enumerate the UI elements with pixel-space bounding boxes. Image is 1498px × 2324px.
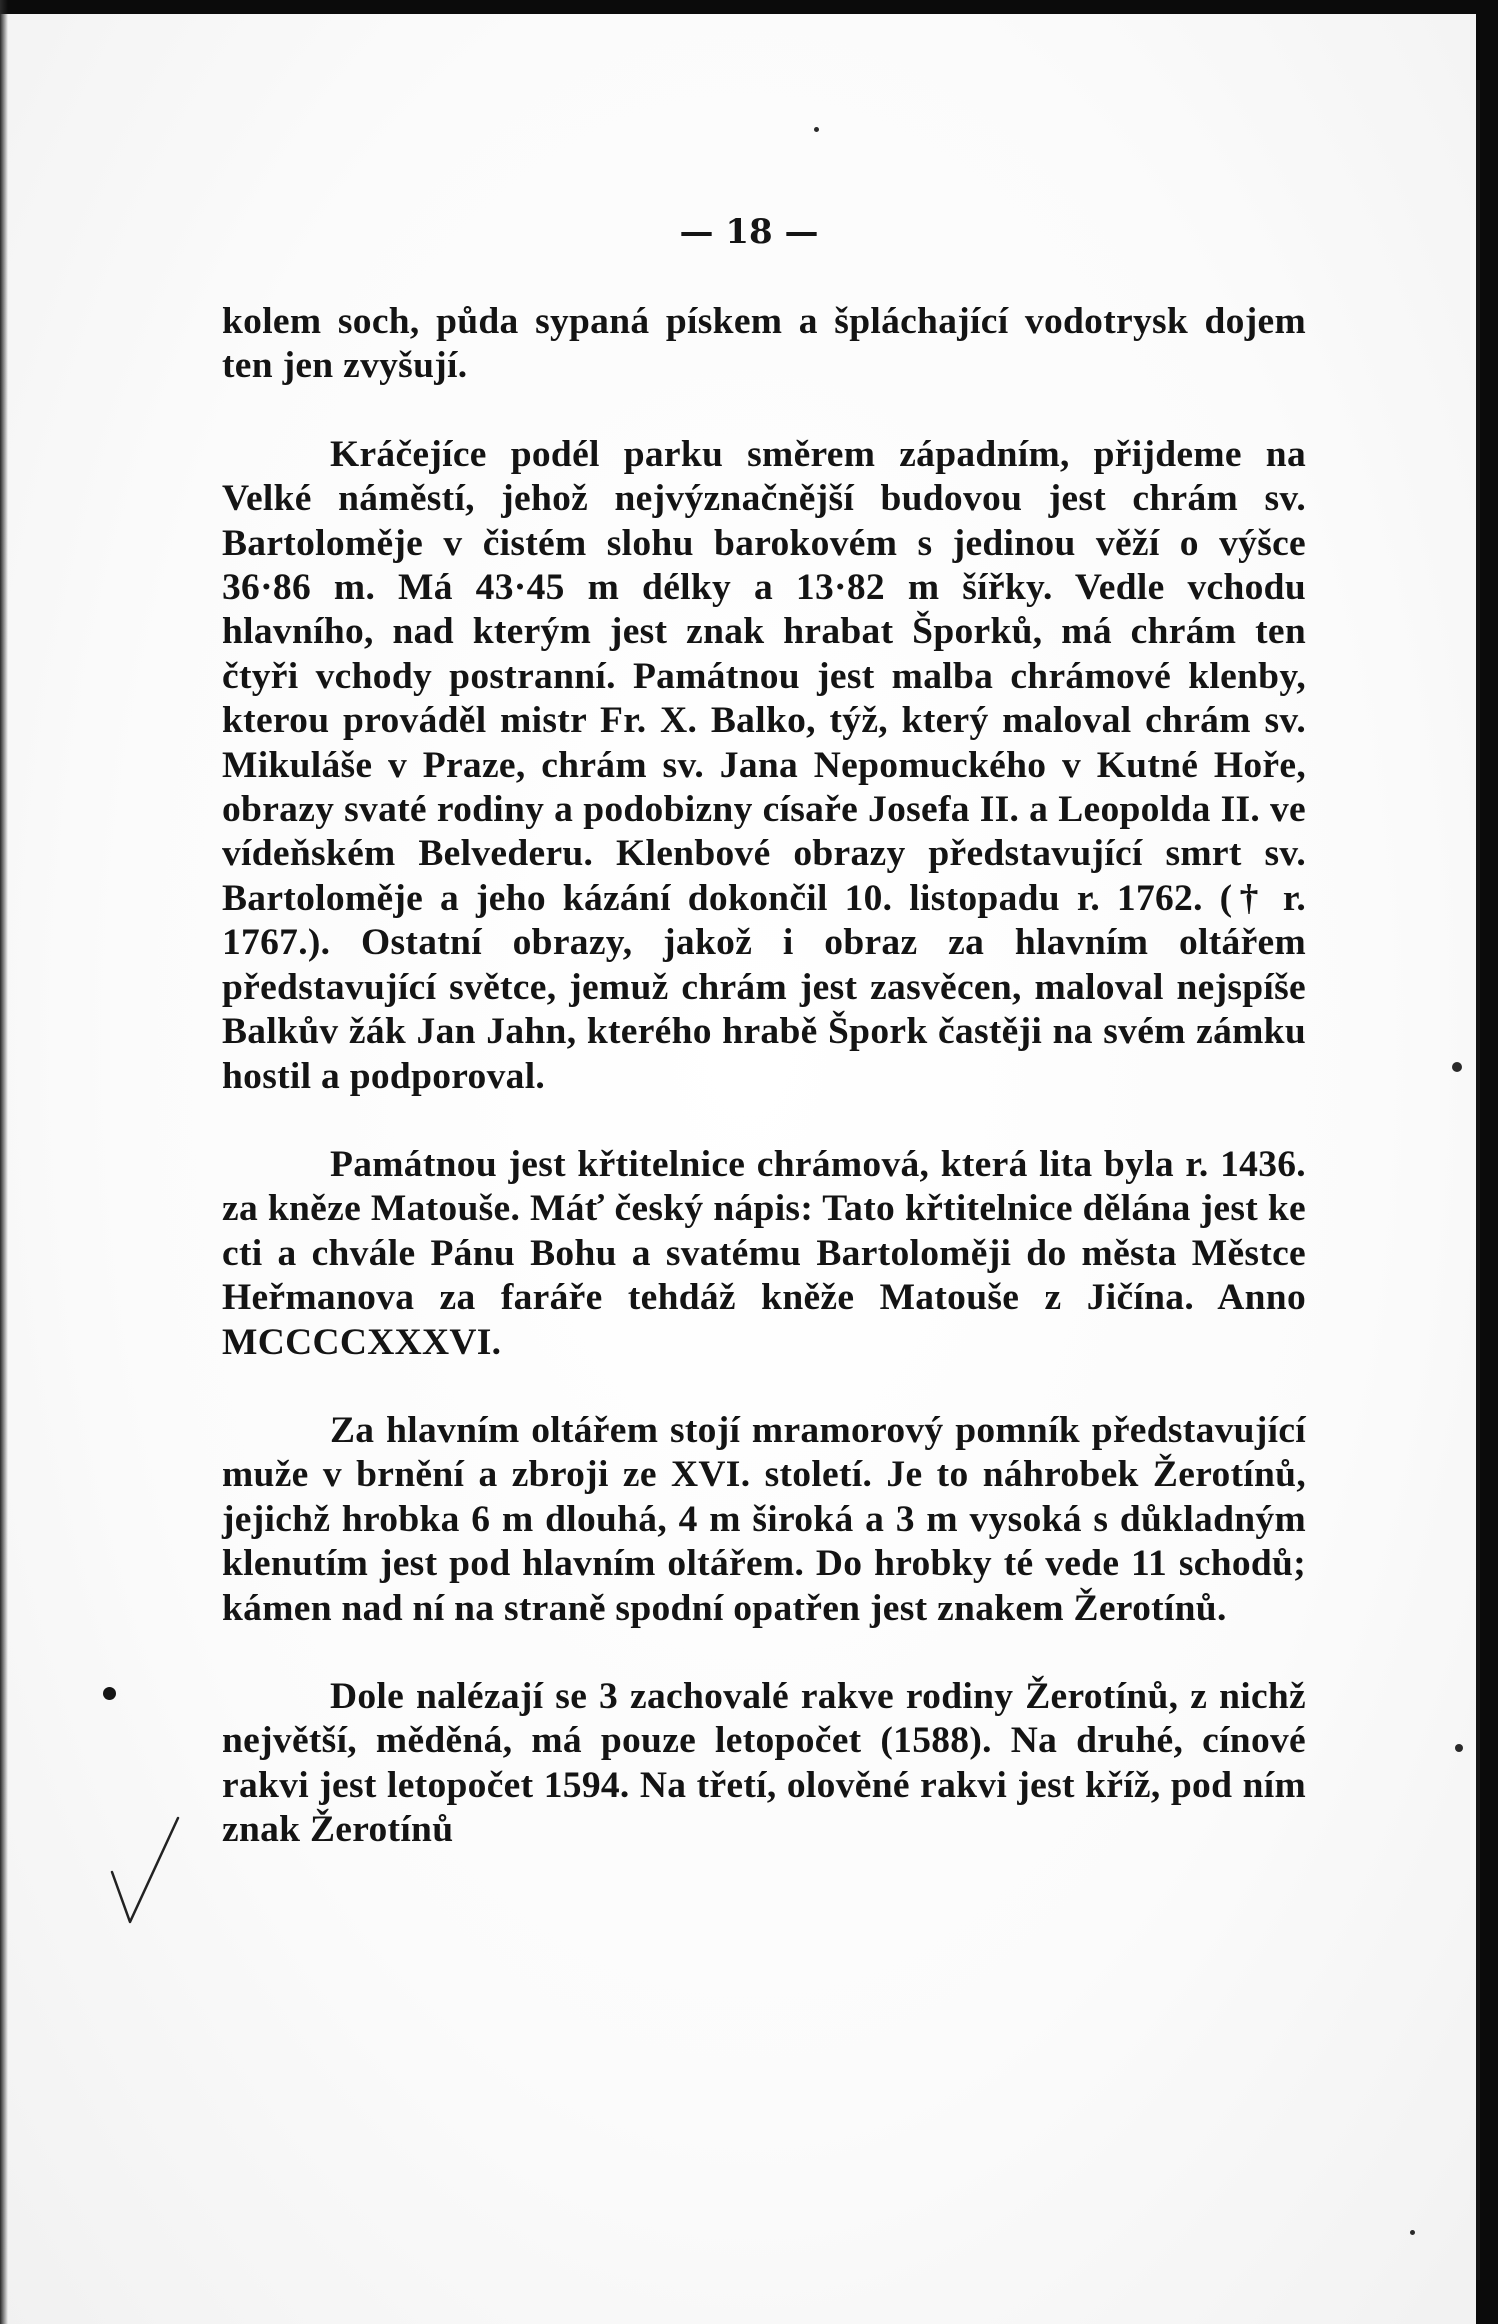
paragraph-4: Za hlavním oltářem stojí mramorový pomník představující muže v brnění a zbroji ze XVI. století. Je to náhrobek Žerotínů, jejichž hrobka 6 m dlouhá, 4 m široká a 3 m vysoká s důkladným klenutím jest pod hlavním oltářem. Do hrobky té vede 11 schodů; kámen nad ní na straně spodní opatřen jest znakem Žerotínů. [222,1409,1306,1629]
margin-bullet-mark [103,1687,116,1700]
body-text [222,300,1306,1853]
margin-checkmark-icon [108,1810,198,1930]
ink-speck [1410,2230,1415,2235]
ink-speck [1452,1062,1462,1072]
paragraph-2: Kráčejíce podél parku směrem západním, přijdeme na Velké náměstí, jehož nejvýznačnější budovou jest chrám sv. Bartoloměje v čistém slohu barokovém s jedinou věží o výšce 36·86 m. Má 43·45 m délky a 13·82 m šířky. Vedle vchodu hlavního, nad kterým jest znak hrabat Šporků, má chrám ten čtyři vchody postranní. Památnou jest malba chrámové klenby, kterou prováděl mistr Fr. X. Balko, týž, který maloval chrám sv. Mikuláše v Praze, chrám sv. Jana Nepomuckého v Kutné Hoře, obrazy svaté rodiny a podobizny císaře Josefa II. a Leopolda II. ve vídeňském Belvederu. Klenbové obrazy představující smrt sv. Bartoloměje a jeho kázání dokončil 10. listopadu r. 1762. († r. 1767.). Ostatní obrazy, jakož i obraz za hlavním oltářem představující světce, jemuž chrám jest zasvěcen, maloval nejspíše Balkův žák Jan Jahn, kterého hrabě Špork častěji na svém zámku hostil a podporoval. [222,433,1306,1097]
ink-speck [1455,1744,1463,1752]
paragraph-3: Památnou jest křtitelnice chrámová, která lita byla r. 1436. za kněze Matouše. Máť český nápis: Tato křtitelnice dělána jest ke cti a chvále Pánu Bohu a svatému Bartoloměji do města Městce Heřmanova za faráře tehdáž kněže Matouše z Jičína. Anno MCCCCXXXVI. [222,1143,1306,1363]
paragraph-1: kolem soch, půda sypaná pískem a špláchající vodotrysk dojem ten jen zvyšují. [222,301,1306,387]
page-number: — 18 — [679,212,819,252]
paragraph-5: Dole nalézají se 3 zachovalé rakve rodiny Žerotínů, z nichž největší, měděná, má pouze letopočet (1588). Na druhé, cínové rakvi jest letopočet 1594. Na třetí, olověné rakvi jest kříž, pod ním znak Žerotínů [222,1675,1306,1851]
binding-edge-line [1476,80,1480,2280]
scan-left-shadow [0,0,8,2324]
ink-speck [814,127,819,132]
scan-top-border [0,0,1498,14]
